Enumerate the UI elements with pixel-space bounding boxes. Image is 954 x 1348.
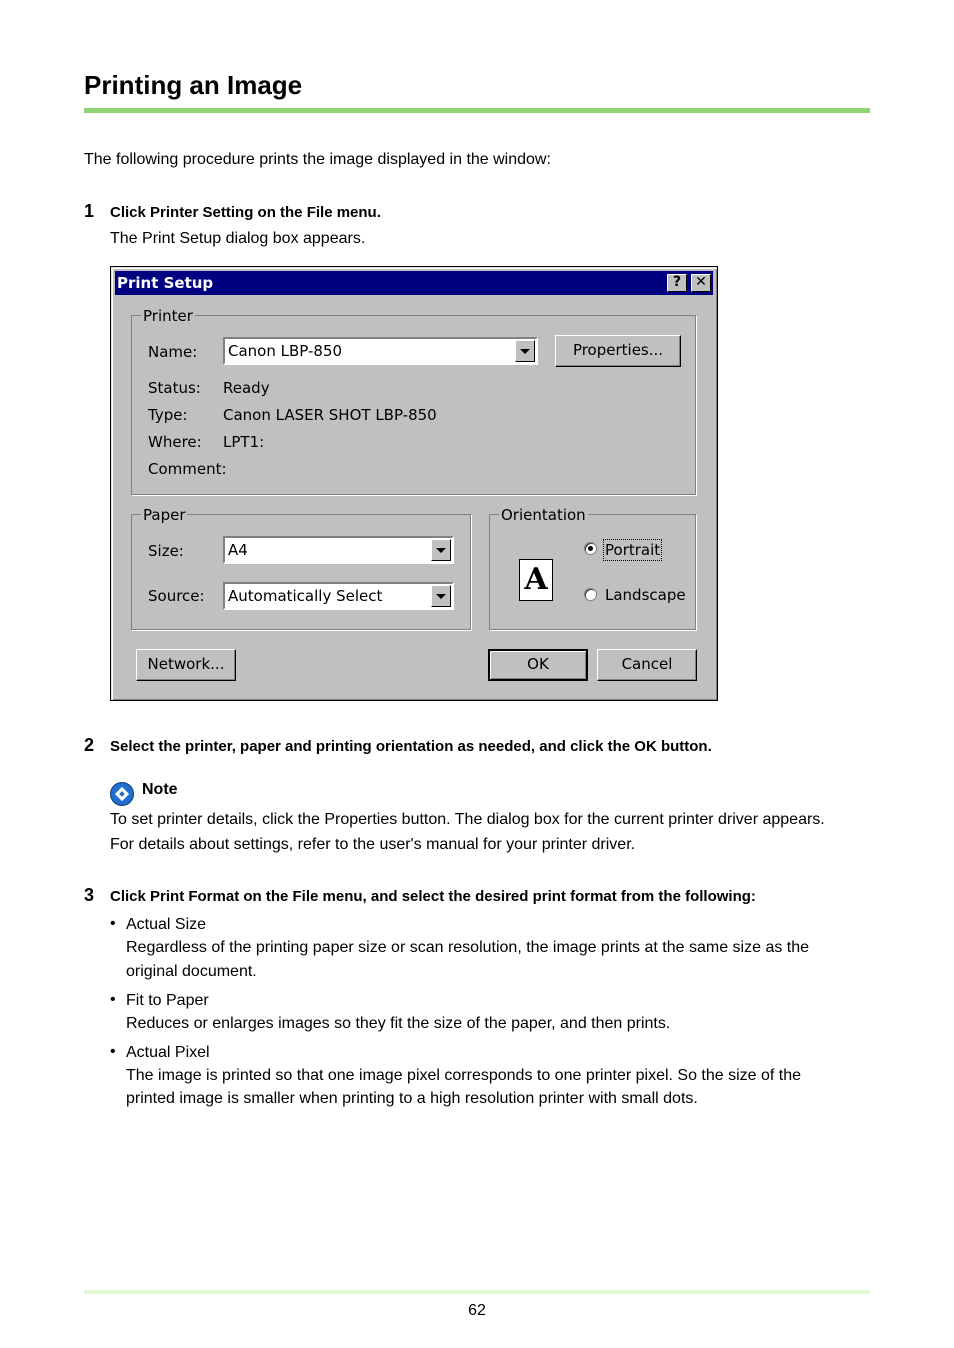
portrait-page-icon: A bbox=[519, 559, 553, 601]
bullet-marker: • bbox=[110, 991, 116, 1008]
format-name-fit-to-paper: Fit to Paper bbox=[126, 992, 209, 1009]
note-line-2: For details about settings, refer to the user's manual for your printer driver. bbox=[110, 836, 636, 853]
help-icon: ? bbox=[672, 274, 682, 290]
where-value: LPT1: bbox=[223, 433, 265, 451]
source-label: Source: bbox=[148, 587, 205, 605]
comment-label: Comment: bbox=[148, 460, 227, 478]
printer-name-select[interactable] bbox=[223, 337, 538, 365]
print-setup-dialog bbox=[110, 266, 718, 701]
paper-size-select[interactable] bbox=[223, 536, 454, 564]
step-3-number: 3 bbox=[84, 885, 95, 905]
bullet-marker: • bbox=[110, 1043, 116, 1060]
dialog-title: Print Setup bbox=[117, 274, 214, 292]
close-icon: ✕ bbox=[695, 274, 707, 290]
status-value: Ready bbox=[223, 379, 270, 397]
name-label: Name: bbox=[148, 343, 198, 361]
paper-group-label: Paper bbox=[143, 506, 186, 524]
close-button[interactable] bbox=[691, 274, 711, 292]
type-value: Canon LASER SHOT LBP-850 bbox=[223, 406, 437, 424]
size-label: Size: bbox=[148, 542, 184, 560]
paper-source-select[interactable] bbox=[223, 582, 454, 610]
note-label: Note bbox=[142, 781, 178, 798]
chevron-down-icon[interactable] bbox=[515, 340, 535, 362]
status-label: Status: bbox=[148, 379, 201, 397]
step-1-heading: Click Printer Setting on the File menu. bbox=[110, 204, 381, 221]
network-button[interactable]: Network... bbox=[136, 649, 236, 681]
dialog-titlebar bbox=[115, 271, 713, 295]
portrait-radio[interactable] bbox=[584, 542, 597, 555]
format-desc-actual-size-1: Regardless of the printing paper size or scan resolution, the image prints at the same size as the bbox=[126, 939, 810, 956]
title-rule bbox=[84, 108, 870, 113]
step-1-text: The Print Setup dialog box appears. bbox=[110, 230, 366, 247]
step-2-heading: Select the printer, paper and printing orientation as needed, and click the OK button. bbox=[110, 738, 712, 755]
intro-text: The following procedure prints the image displayed in the window: bbox=[84, 151, 551, 168]
format-desc-actual-size-2: original document. bbox=[126, 963, 257, 980]
footer-rule bbox=[84, 1290, 870, 1294]
paper-size-value: A4 bbox=[228, 541, 248, 559]
bullet-marker: • bbox=[110, 915, 116, 932]
landscape-radio[interactable] bbox=[584, 588, 597, 601]
type-label: Type: bbox=[148, 406, 188, 424]
step-3-heading: Click Print Format on the File menu, and select the desired print format from the following: bbox=[110, 888, 756, 905]
orientation-group-label: Orientation bbox=[501, 506, 586, 524]
ok-button[interactable]: OK bbox=[488, 649, 588, 681]
printer-group-label: Printer bbox=[143, 307, 193, 325]
paper-group bbox=[131, 514, 471, 630]
help-button[interactable] bbox=[667, 274, 687, 292]
portrait-label[interactable]: Portrait bbox=[605, 541, 661, 559]
cancel-button[interactable]: Cancel bbox=[597, 649, 697, 681]
step-2-number: 2 bbox=[84, 735, 95, 755]
step-1-number: 1 bbox=[84, 201, 95, 221]
where-label: Where: bbox=[148, 433, 202, 451]
chevron-down-icon[interactable] bbox=[431, 585, 451, 607]
paper-source-value: Automatically Select bbox=[228, 587, 383, 605]
printer-name-value: Canon LBP-850 bbox=[228, 342, 343, 360]
chevron-down-icon[interactable] bbox=[431, 539, 451, 561]
properties-button[interactable]: Properties... bbox=[555, 335, 681, 367]
format-name-actual-size: Actual Size bbox=[126, 916, 207, 933]
page-title: Printing an Image bbox=[84, 70, 303, 100]
landscape-label[interactable]: Landscape bbox=[605, 586, 686, 604]
format-desc-actual-pixel-1: The image is printed so that one image pixel corresponds to one printer pixel. So the size of the bbox=[126, 1067, 802, 1084]
note-icon bbox=[110, 782, 134, 806]
format-desc-actual-pixel-2: printed image is smaller when printing to a high resolution printer with small dots. bbox=[126, 1090, 698, 1107]
note-line-1: To set printer details, click the Properties button. The dialog box for the current printer driver appears. bbox=[110, 811, 825, 828]
format-desc-fit-to-paper-1: Reduces or enlarges images so they fit the size of the paper, and then prints. bbox=[126, 1015, 671, 1032]
format-name-actual-pixel: Actual Pixel bbox=[126, 1044, 210, 1061]
page-number: 62 bbox=[468, 1302, 486, 1319]
